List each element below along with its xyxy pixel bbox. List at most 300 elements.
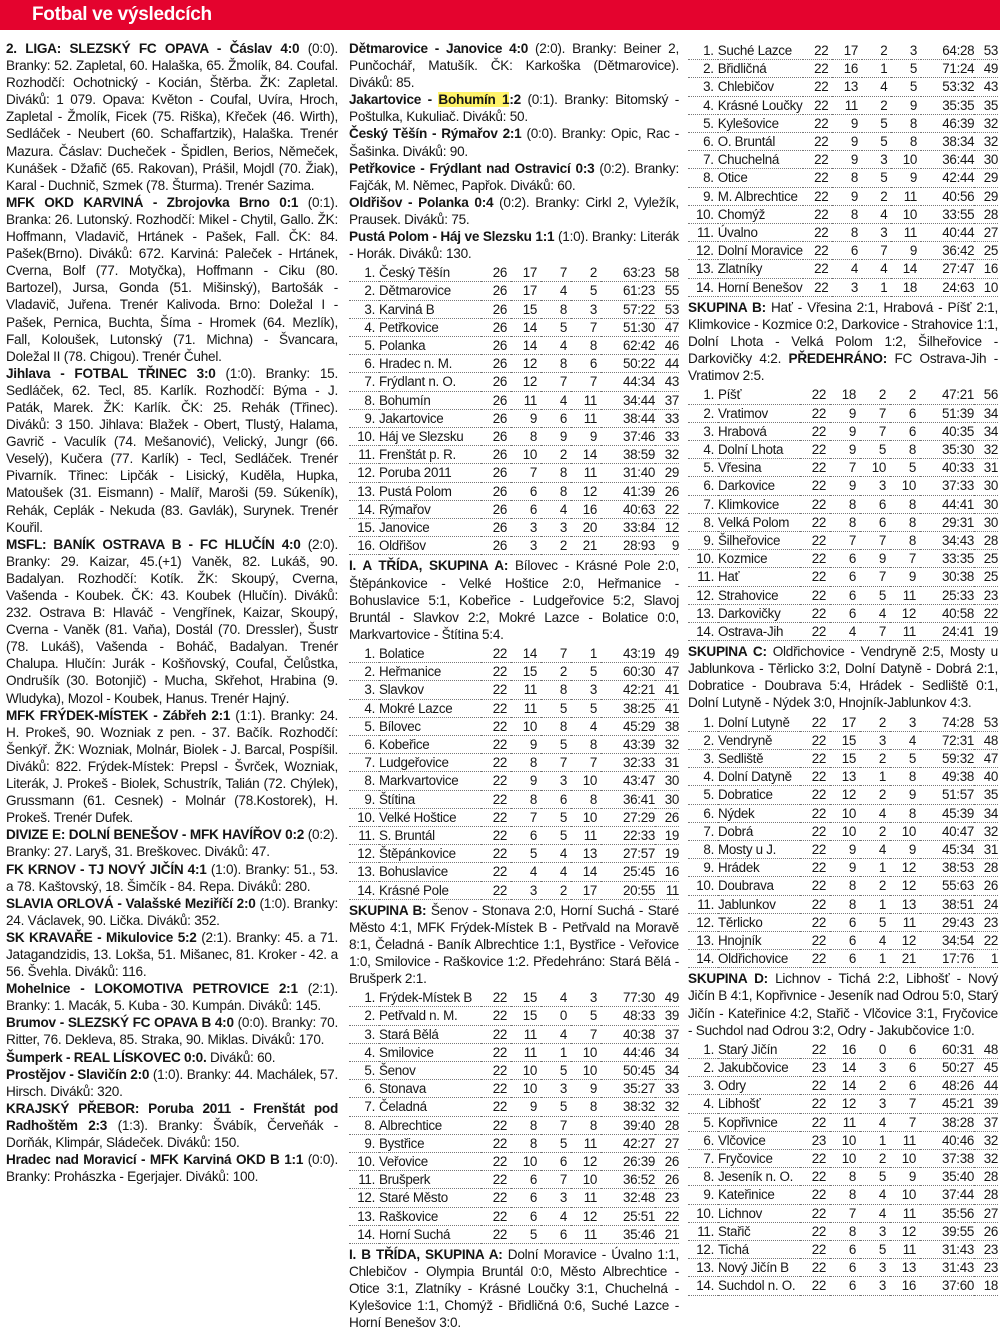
cell-points: 45 [974, 1058, 998, 1076]
cell-draws: 5 [541, 1062, 571, 1080]
cell-draws: 2 [860, 714, 890, 732]
cell-losses: 9 [891, 96, 921, 114]
table-row [688, 1077, 998, 1095]
cell-losses: 4 [890, 731, 920, 749]
cell-played: 22 [481, 717, 511, 735]
match-heading: SLAVIA ORLOVÁ - Valašské Meziříčí 2:0 [6, 895, 256, 911]
table-row [688, 1277, 998, 1295]
cell-rank: 14. [688, 950, 718, 968]
table-row [349, 645, 679, 663]
cell-score: 60:31 [920, 1041, 974, 1059]
match-details: (2:0). Branky: Beiner 2, Punčochář, Matušík. ČK: Karkoška (Dětmarovice). Diváků: 85. [349, 41, 679, 91]
table-row [688, 550, 998, 568]
cell-score: 40:35 [920, 422, 974, 440]
cell-points: 26 [655, 808, 679, 826]
cell-team: Lichnov [718, 1204, 800, 1222]
cell-wins: 7 [511, 808, 541, 826]
table-row [688, 1222, 998, 1240]
cell-draws: 4 [541, 337, 571, 355]
cell-wins: 6 [511, 482, 541, 500]
match-details: (1:0). Branky: 51., 53. a 78. Kaštovský, 18. Šimčík - 84. Repa. Diváků: 280. [6, 861, 338, 894]
cell-rank: 8. [688, 840, 718, 858]
cell-wins: 6 [511, 1189, 541, 1207]
results-ib-skupina-c [688, 643, 998, 711]
cell-points: 28 [655, 1116, 679, 1134]
match-report [6, 365, 338, 536]
cell-points: 16 [974, 260, 998, 278]
cell-rank: 14. [349, 500, 379, 518]
cell-draws: 6 [541, 1153, 571, 1171]
table-row [688, 278, 998, 296]
cell-wins: 10 [830, 822, 860, 840]
cell-rank: 11. [349, 446, 379, 464]
cell-draws: 7 [860, 622, 890, 640]
results-column-1 [6, 40, 338, 1240]
cell-losses: 11 [571, 1134, 601, 1152]
cell-draws: 1 [860, 768, 890, 786]
cell-draws: 4 [860, 804, 890, 822]
cell-wins: 15 [830, 749, 860, 767]
cell-rank: 7. [688, 822, 718, 840]
cell-losses: 5 [571, 282, 601, 300]
match-report [349, 228, 679, 262]
cell-losses: 5 [571, 1007, 601, 1025]
cell-team: Darkovice [718, 477, 800, 495]
cell-played: 22 [481, 1153, 511, 1171]
cell-wins: 9 [511, 772, 541, 790]
cell-draws: 6 [541, 409, 571, 427]
cell-played: 22 [481, 1080, 511, 1098]
cell-team: Velké Hoštice [379, 808, 481, 826]
table-row [688, 260, 998, 278]
cell-wins: 9 [832, 151, 862, 169]
cell-played: 22 [800, 459, 830, 477]
cell-points: 23 [974, 1259, 998, 1277]
league-heading: SKUPINA C: [688, 644, 767, 660]
cell-draws: 5 [860, 586, 890, 604]
cell-points: 22 [974, 604, 998, 622]
cell-wins: 15 [511, 300, 541, 318]
cell-points: 25 [974, 568, 998, 586]
cell-draws: 2 [541, 537, 571, 555]
cell-score: 26:39 [601, 1153, 655, 1171]
table-row [688, 477, 998, 495]
cell-draws: 5 [860, 1168, 890, 1186]
cell-played: 22 [800, 1204, 830, 1222]
results-text: Oldřichovice - Vendryně 2:5, Mosty u Jablunkova - Těrlicko 3:2, Dolní Datyně - Dobrá 2:1, Dobratice - Doubrava 5:4, Hrádek - Sedliště 0:1, Dolní Lutyně - Nýdek 3:0, Hnojník-Jablunkov 4:3. [688, 644, 998, 711]
cell-points: 49 [974, 60, 998, 78]
cell-losses: 21 [890, 950, 920, 968]
cell-score: 46:39 [921, 114, 974, 132]
cell-draws: 9 [860, 550, 890, 568]
league-heading: I. A TŘÍDA, SKUPINA A: [349, 558, 509, 574]
cell-draws: 2 [862, 187, 891, 205]
match-details: (2:1). Branky: 45. a 71. Jatagandzidis, 13. Lokša, 51. Mišanec, 81. Kroker - 42. a 56. Švehla. Diváků: 116. [6, 929, 338, 980]
cell-score: 55:63 [920, 877, 974, 895]
cell-draws: 3 [860, 731, 890, 749]
cell-rank: 9. [688, 1186, 718, 1204]
cell-rank: 11. [688, 895, 718, 913]
table-row [688, 950, 998, 968]
cell-played: 26 [481, 282, 511, 300]
cell-wins: 4 [511, 863, 541, 881]
cell-score: 35:35 [921, 96, 974, 114]
table-row [349, 1225, 679, 1243]
cell-team: Dolní Datyně [718, 768, 800, 786]
cell-points: 34 [974, 422, 998, 440]
cell-wins: 16 [832, 60, 862, 78]
cell-losses: 13 [890, 1259, 920, 1277]
cell-wins: 10 [511, 1153, 541, 1171]
cell-losses: 6 [890, 1058, 920, 1076]
cell-played: 22 [481, 1207, 511, 1225]
table-row [349, 1007, 679, 1025]
cell-played: 22 [803, 96, 833, 114]
cell-draws: 5 [541, 826, 571, 844]
cell-wins: 8 [832, 169, 862, 187]
match-heading: Šumperk - REAL LÍSKOVEC 0:0. [6, 1049, 207, 1065]
table-row [688, 604, 998, 622]
cell-losses: 10 [571, 1043, 601, 1061]
cell-played: 22 [803, 224, 833, 242]
cell-losses: 6 [890, 1077, 920, 1095]
cell-played: 22 [800, 1240, 830, 1258]
cell-draws: 3 [860, 1095, 890, 1113]
cell-score: 22:33 [601, 826, 655, 844]
table-row [349, 391, 679, 409]
match-details: (0:0). Branky: Prohászka - Egerjajer. Diváků: 100. [6, 1152, 338, 1185]
cell-played: 26 [481, 373, 511, 391]
cell-points: 26 [655, 1171, 679, 1189]
cell-team: Kylešovice [718, 114, 803, 132]
cell-points: 26 [974, 877, 998, 895]
match-report [6, 980, 338, 1014]
cell-losses: 11 [891, 224, 921, 242]
cell-losses: 11 [571, 1189, 601, 1207]
cell-points: 28 [974, 1168, 998, 1186]
cell-score: 50:27 [920, 1058, 974, 1076]
cell-team: Suché Lazce [718, 42, 803, 60]
match-report [6, 1100, 338, 1151]
cell-team: Poruba 2011 [379, 464, 481, 482]
cell-team: Veřovice [379, 1153, 481, 1171]
cell-played: 22 [481, 808, 511, 826]
cell-points: 29 [974, 169, 998, 187]
cell-points: 28 [974, 859, 998, 877]
match-details: (1:0). Branky: 24. Václavek, 90. Lička. Diváků: 352. [6, 895, 338, 928]
cell-losses: 11 [890, 622, 920, 640]
cell-played: 22 [803, 260, 833, 278]
table-row [688, 224, 998, 242]
cell-draws: 4 [862, 78, 891, 96]
table-row [688, 42, 998, 60]
match-report [6, 536, 338, 707]
cell-wins: 9 [830, 477, 860, 495]
cell-team: Píšť [718, 386, 800, 404]
cell-score: 43:47 [601, 772, 655, 790]
cell-played: 26 [481, 409, 511, 427]
cell-rank: 12. [688, 913, 718, 931]
cell-losses: 8 [571, 735, 601, 753]
match-heading: MSFL: BANÍK OSTRAVA B - FC HLUČÍN 4:0 [6, 536, 301, 552]
cell-points: 39 [655, 1007, 679, 1025]
cell-points: 53 [974, 714, 998, 732]
table-row [688, 895, 998, 913]
cell-team: Stonava [379, 1080, 481, 1098]
cell-points: 23 [655, 1189, 679, 1207]
cell-draws: 3 [541, 519, 571, 537]
cell-played: 22 [800, 822, 830, 840]
table-row [349, 1153, 679, 1171]
cell-losses: 11 [571, 464, 601, 482]
cell-points: 47 [974, 749, 998, 767]
cell-rank: 4. [349, 699, 379, 717]
cell-played: 22 [481, 790, 511, 808]
cell-points: 33 [655, 409, 679, 427]
cell-draws: 7 [541, 645, 571, 663]
cell-draws: 4 [860, 1113, 890, 1131]
cell-wins: 8 [511, 790, 541, 808]
table-row [688, 859, 998, 877]
cell-rank: 4. [688, 1095, 718, 1113]
cell-score: 61:23 [601, 282, 655, 300]
cell-draws: 10 [860, 459, 890, 477]
cell-score: 45:39 [920, 804, 974, 822]
cell-draws: 2 [862, 96, 891, 114]
table-row [688, 622, 998, 640]
table-row [688, 1041, 998, 1059]
cell-rank: 6. [349, 735, 379, 753]
cell-losses: 16 [571, 500, 601, 518]
cell-points: 23 [974, 1240, 998, 1258]
cell-draws: 7 [541, 264, 571, 282]
match-details: (2:0). Branky: 29. Kaizar, 45.(+1) Vaněk, 82. Lukáš, 90. Badalyan. Rozhodčí: Kotík. ŽK: Skoupý, Cverna, Vašenda - Koubek. ČK: 43. Koubek (Hlučín). Diváků: 232. Ostrava B: Hlaváč - Vengřínek, Kaizar, Skoupý, Cverna - Vaněk (81. Vaňa), Dostál (70. Dressler), Šustr (78. Lukáš), Vašenda - Boháč, Badalyan. Trenér Chalupa. Hlučín: Jurák - Košňovský, Coufal, Čelůstka, Ondrušík (30. Botonjič) - Mucha, Skřehot, Hrabina (9. Wludyka), Mozol - Koubek, Hanus. Trenér Hajný. [6, 536, 338, 706]
cell-wins: 6 [511, 500, 541, 518]
cell-rank: 4. [349, 1043, 379, 1061]
cell-draws: 4 [541, 845, 571, 863]
match-report [6, 1066, 338, 1100]
cell-score: 29:31 [920, 513, 974, 531]
cell-score: 33:55 [921, 205, 974, 223]
cell-wins: 11 [511, 1043, 541, 1061]
cell-played: 22 [481, 863, 511, 881]
cell-draws: 8 [541, 300, 571, 318]
cell-losses: 10 [891, 151, 921, 169]
cell-rank: 10. [349, 808, 379, 826]
cell-score: 32:33 [601, 754, 655, 772]
cell-played: 22 [800, 1095, 830, 1113]
cell-points: 41 [655, 681, 679, 699]
cell-draws: 3 [860, 477, 890, 495]
league-heading: SKUPINA B: [688, 299, 766, 315]
cell-team: Šilheřovice [718, 531, 800, 549]
cell-rank: 11. [688, 1222, 718, 1240]
cell-played: 22 [481, 881, 511, 899]
cell-score: 48:26 [920, 1077, 974, 1095]
cell-draws: 4 [860, 604, 890, 622]
cell-score: 39:55 [920, 1222, 974, 1240]
cell-played: 22 [800, 1041, 830, 1059]
cell-rank: 13. [688, 260, 718, 278]
table-row [349, 681, 679, 699]
cell-losses: 20 [571, 519, 601, 537]
cell-team: Bohumín [379, 391, 481, 409]
cell-rank: 14. [688, 278, 718, 296]
cell-points: 28 [974, 531, 998, 549]
cell-points: 47 [655, 318, 679, 336]
cell-score: 57:22 [601, 300, 655, 318]
cell-score: 24:63 [921, 278, 974, 296]
cell-played: 22 [481, 989, 511, 1007]
cell-points: 30 [655, 772, 679, 790]
cell-draws: 7 [541, 373, 571, 391]
cell-team: Stará Bělá [379, 1025, 481, 1043]
cell-team: Hnojník [718, 931, 800, 949]
cell-score: 38:51 [920, 895, 974, 913]
cell-team: Raškovice [379, 1207, 481, 1225]
cell-team: Těrlicko [718, 913, 800, 931]
match-report [6, 826, 338, 860]
cell-rank: 11. [688, 224, 718, 242]
cell-team: Dobrá [718, 822, 800, 840]
cell-team: Vlčovice [718, 1131, 800, 1149]
cell-points: 44 [655, 355, 679, 373]
cell-losses: 18 [891, 278, 921, 296]
cell-score: 37:46 [601, 428, 655, 446]
cell-score: 37:38 [920, 1149, 974, 1167]
cell-played: 22 [800, 1277, 830, 1295]
cell-played: 22 [800, 1259, 830, 1277]
cell-score: 36:42 [921, 242, 974, 260]
cell-draws: 8 [541, 681, 571, 699]
cell-draws: 4 [541, 282, 571, 300]
cell-played: 23 [800, 1131, 830, 1149]
cell-rank: 11. [349, 826, 379, 844]
table-row [688, 1095, 998, 1113]
cell-team: Hrabová [718, 422, 800, 440]
results-ia-skupina-a [349, 557, 679, 642]
table-row [688, 1259, 998, 1277]
cell-points: 16 [655, 863, 679, 881]
match-details: (0:0). Branky: 70. Ritter, 76. Dekleva, 85. Straka, 90. Miklas. Diváků: 170. [6, 1015, 338, 1048]
cell-losses: 11 [571, 409, 601, 427]
cell-wins: 15 [511, 1007, 541, 1025]
cell-played: 22 [803, 205, 833, 223]
cell-rank: 5. [688, 786, 718, 804]
cell-draws: 3 [862, 224, 891, 242]
cell-score: 35:40 [920, 1168, 974, 1186]
cell-losses: 14 [571, 446, 601, 464]
cell-rank: 6. [349, 1080, 379, 1098]
cell-team: Libhošť [718, 1095, 800, 1113]
cell-points: 46 [655, 337, 679, 355]
results-text: Dolní Moravice - Úvalno 1:1, Chlebičov - Olympia Bruntál 0:0, Město Albrechtice - Otice 3:1, Zlatníky - Krásné Loučky 3:1, Chuchelná - Kylešovice 1:1, Chomýž - Břidličná 0:6, Suché Lazce - Horní Benešov 3:0. [349, 1247, 679, 1331]
cell-losses: 17 [571, 881, 601, 899]
table-row [688, 804, 998, 822]
cell-wins: 8 [830, 1222, 860, 1240]
cell-team: Vendryně [718, 731, 800, 749]
cell-rank: 1. [349, 645, 379, 663]
cell-wins: 14 [511, 645, 541, 663]
cell-points: 30 [655, 790, 679, 808]
cell-wins: 3 [511, 537, 541, 555]
cell-points: 27 [974, 1204, 998, 1222]
cell-score: 45:29 [601, 717, 655, 735]
cell-team: Nýdek [718, 804, 800, 822]
cell-losses: 3 [571, 681, 601, 699]
cell-team: Fryčovice [718, 1149, 800, 1167]
cell-wins: 8 [830, 1168, 860, 1186]
cell-losses: 8 [890, 804, 920, 822]
cell-losses: 11 [890, 1204, 920, 1222]
cell-rank: 15. [349, 519, 379, 537]
cell-rank: 10. [349, 428, 379, 446]
cell-losses: 8 [890, 495, 920, 513]
table-row [688, 151, 998, 169]
cell-played: 22 [800, 568, 830, 586]
cell-team: Dolní Lhota [718, 440, 800, 458]
cell-score: 38:44 [601, 409, 655, 427]
cell-points: 29 [655, 464, 679, 482]
table-row [688, 786, 998, 804]
cell-draws: 4 [860, 1204, 890, 1222]
match-heading: Petřkovice - Frýdlant nad Ostravicí 0:3 [349, 160, 595, 176]
cell-score: 72:31 [920, 731, 974, 749]
cell-losses: 11 [890, 1240, 920, 1258]
cell-wins: 8 [830, 495, 860, 513]
cell-losses: 12 [571, 482, 601, 500]
cell-losses: 7 [571, 1025, 601, 1043]
cell-draws: 8 [541, 717, 571, 735]
cell-rank: 6. [688, 133, 718, 151]
match-details: (0:2). Branky: Cirkl 2, Vyležík, Prausek. Diváků: 75. [349, 194, 679, 227]
cell-played: 22 [803, 133, 833, 151]
cell-wins: 15 [511, 989, 541, 1007]
cell-points: 40 [974, 768, 998, 786]
cell-score: 42:21 [601, 681, 655, 699]
cell-rank: 2. [688, 731, 718, 749]
cell-played: 22 [481, 1025, 511, 1043]
match-report [6, 895, 338, 929]
cell-wins: 16 [830, 1041, 860, 1059]
match-heading: Mohelnice - LOKOMOTIVA PETROVICE 2:1 [6, 981, 298, 997]
cell-wins: 6 [830, 568, 860, 586]
table-row [688, 840, 998, 858]
cell-played: 22 [800, 477, 830, 495]
cell-rank: 11. [349, 1171, 379, 1189]
cell-score: 40:33 [920, 459, 974, 477]
standings-ia-skupina-b [349, 989, 679, 1244]
cell-losses: 6 [890, 422, 920, 440]
table-row [349, 500, 679, 518]
cell-score: 40:63 [601, 500, 655, 518]
cell-rank: 12. [688, 586, 718, 604]
table-row [349, 1116, 679, 1134]
cell-rank: 5. [688, 114, 718, 132]
table-row [349, 428, 679, 446]
cell-losses: 11 [891, 187, 921, 205]
cell-score: 40:58 [920, 604, 974, 622]
cell-wins: 9 [830, 840, 860, 858]
results-text: Hať - Vřesina 2:1, Hrabová - Píšť 2:1, Klimkovice - Kozmice 0:2, Darkovice - Strahovice 1:1, Dolní Lhota - Velká Polom 1:2, Šilheřovice - Darkovičky 4:2. [688, 299, 998, 367]
table-row [349, 373, 679, 391]
cell-losses: 7 [890, 1095, 920, 1113]
cell-score: 27:47 [921, 260, 974, 278]
table-row [688, 913, 998, 931]
cell-points: 31 [974, 459, 998, 477]
cell-draws: 7 [541, 1116, 571, 1134]
cell-rank: 6. [349, 355, 379, 373]
